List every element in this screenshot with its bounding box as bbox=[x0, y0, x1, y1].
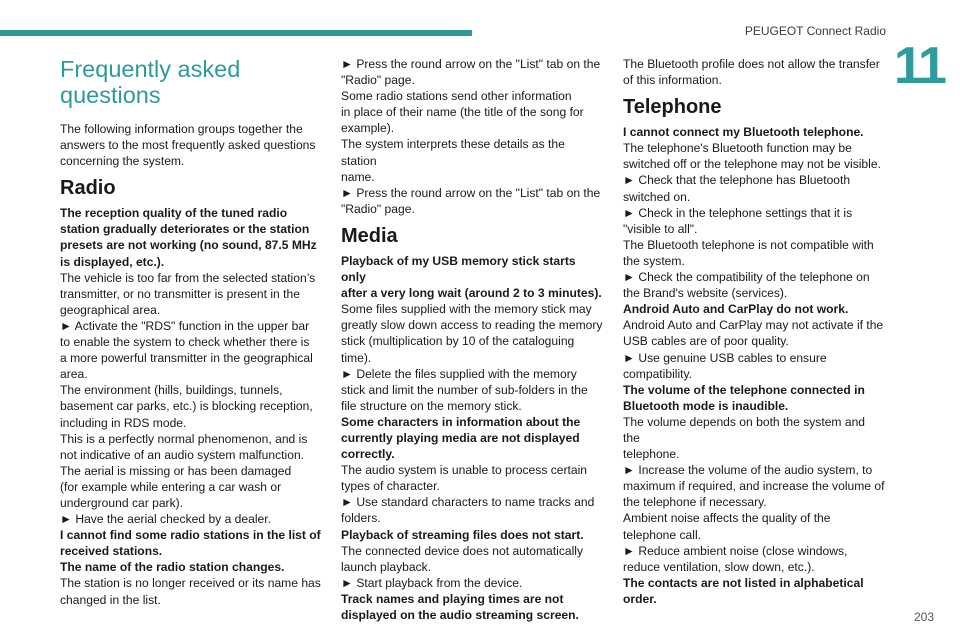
chapter-number: 11 bbox=[894, 37, 945, 95]
question-text: The contacts are not listed in alphabetical order. bbox=[623, 575, 864, 606]
answer-text: Android Auto and CarPlay may not activate if the USB cables are of poor quality. ► Use genuine USB cables to ensure compatibility. bbox=[623, 318, 884, 381]
header-title: PEUGEOT Connect Radio bbox=[744, 24, 886, 38]
question-text: I cannot find some radio stations in the list of received stations. The name of the radio station changes. bbox=[60, 528, 321, 575]
answer-text: The vehicle is too far from the selected station’s transmitter, or no transmitter is present in the geographical area. ► Activate the "RDS" function in the upper bar to enable the system to check whether there is a more powerful transmitter in the geographical area. The environment (hills, buildings, tunnels, basement car parks, etc.) is blocking reception, including in RDS mode. This is a perfectly normal phenomenon, and is not indicative of an audio system malfunction. The aerial is missing or has been damaged (for example while entering a car wash or underground car park). ► Have the aerial checked by a dealer. bbox=[60, 270, 316, 527]
question-text: The volume of the telephone connected in Bluetooth mode is inaudible. bbox=[623, 382, 865, 413]
question-text: Playback of my USB memory stick starts only after a very long wait (around 2 to 3 minutes). bbox=[341, 253, 602, 301]
question-text: Android Auto and CarPlay do not work. bbox=[623, 302, 849, 317]
question-text: Some characters in information about the currently playing media are not displayed correctly. bbox=[341, 414, 581, 462]
question-text: The reception quality of the tuned radio station gradually deteriorates or the station presets are not working (no sound, 87.5 MHz is displayed, etc.). bbox=[60, 206, 317, 269]
column-1 bbox=[60, 56, 322, 608]
section-heading: Media bbox=[341, 224, 398, 247]
column-2 bbox=[341, 56, 603, 623]
question-text: Playback of streaming files does not start. bbox=[341, 527, 584, 542]
answer-text: Some files supplied with the memory stick may greatly slow down access to reading the memory stick (multiplication by 10 of the cataloguing time). ► Delete the files supplied with the memory stick and limit the number of sub-folders in the file structure on the memory stick. bbox=[341, 302, 603, 413]
section-heading: Radio bbox=[60, 177, 116, 200]
page-number: 203 bbox=[913, 610, 934, 624]
answer-text: The station is no longer received or its name has changed in the list. bbox=[60, 576, 321, 607]
answer-text: The connected device does not automatically launch playback. ► Start playback from the device. bbox=[341, 543, 584, 590]
question-text: I cannot connect my Bluetooth telephone. bbox=[623, 125, 864, 140]
column-3 bbox=[623, 56, 885, 607]
answer-text: The telephone's Bluetooth function may be switched off or the telephone may not be visible. ► Check that the telephone has Bluetooth switched on. ► Check in the telephone settings that it is "visible to all". The Bluetooth telephone is not compatible with the system. ► Check the compatibility of the telephone on the Brand's website (services). bbox=[623, 141, 881, 301]
answer-text: The volume depends on both the system and the telephone. ► Increase the volume of the audio system, to maximum if required, and increase the volume of the telephone if necessary. Ambient noise affects the quality of the telephone call. ► Reduce ambient noise (close windows, reduce ventilation, slow down, etc.). bbox=[623, 414, 885, 574]
question-text: Track names and playing times are not displayed on the audio streaming screen. bbox=[341, 591, 579, 622]
header-accent-bar bbox=[0, 30, 472, 36]
page-heading: Frequently asked questions bbox=[60, 56, 241, 108]
answer-text: The following information groups together the answers to the most frequently asked questions concerning the system. bbox=[60, 122, 316, 169]
answer-text: The Bluetooth profile does not allow the transfer of this information. bbox=[623, 57, 880, 88]
answer-text: The audio system is unable to process certain types of character. ► Use standard characters to name tracks and folders. bbox=[341, 463, 595, 526]
section-heading: Telephone bbox=[623, 96, 722, 119]
answer-text: ► Press the round arrow on the "List" tab on the "Radio" page. Some radio stations send other information in place of their name (the title of the song for example). The system interprets these details as the station name. ► Press the round arrow on the "List" tab on the "Radio" page. bbox=[341, 57, 601, 216]
